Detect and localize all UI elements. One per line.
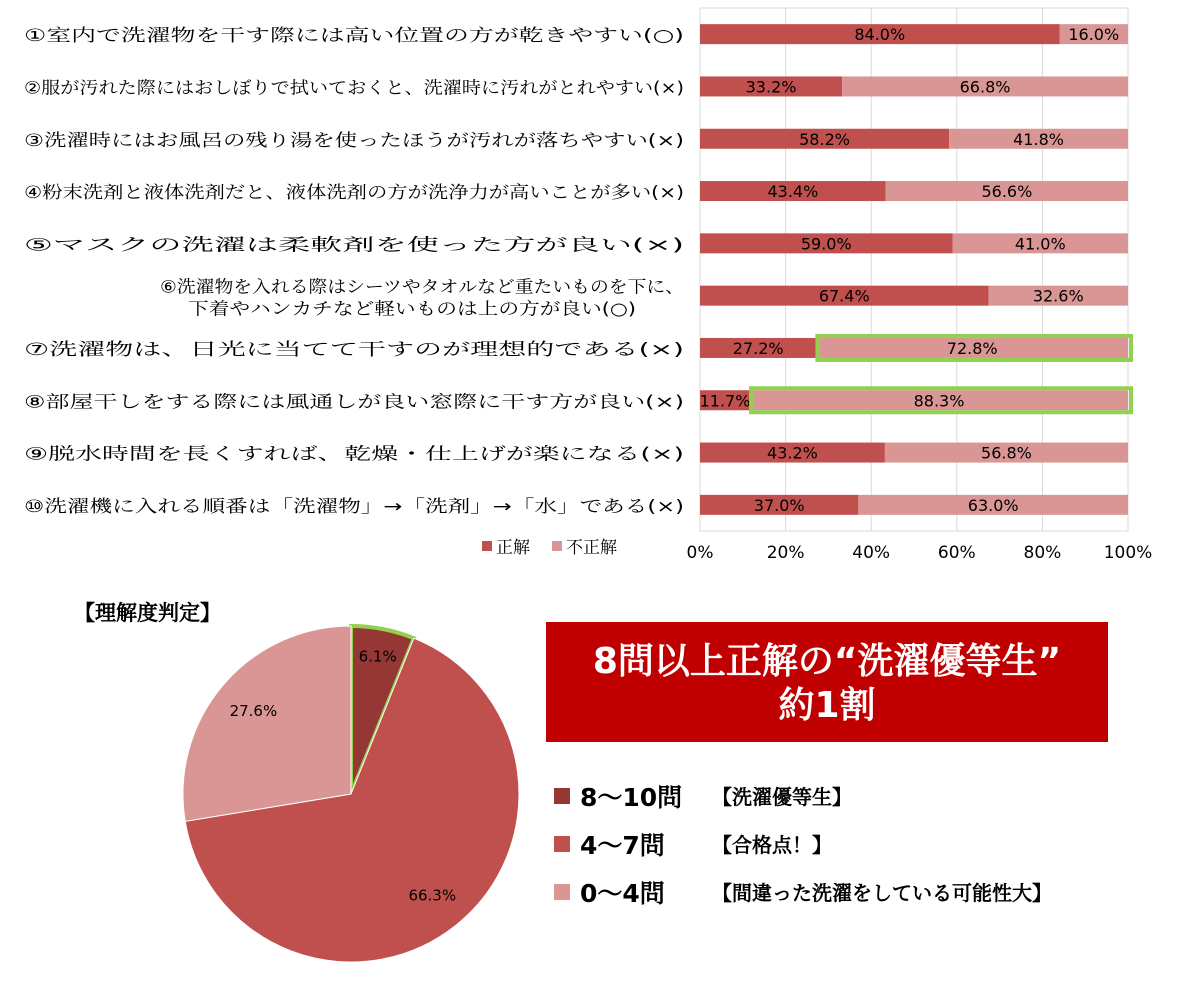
legend-range: 0〜4問: [580, 879, 665, 908]
category-label: ④粉末洗剤と液体洗剤だと、液体洗剤の方が洗浄力が高いことが多い(×): [24, 183, 684, 204]
category-label: ⑧部屋干しをする際には風通しが良い窓際に干す方が良い(×): [24, 392, 684, 413]
x-tick-label: 0%: [686, 543, 714, 563]
x-tick-label: 100%: [1103, 543, 1153, 563]
banner-headline: 8問以上正解の“洗濯優等生”: [592, 641, 1062, 682]
data-label: 58.2%: [799, 129, 850, 149]
data-label: 32.6%: [1032, 286, 1084, 306]
result-banner: [546, 622, 1108, 742]
pie-chart-title: 【理解度判定】: [74, 601, 221, 625]
legend-swatch: [482, 541, 492, 551]
category-label: ①室内で洗濯物を干す際には高い位置の方が乾きやすい(○): [24, 26, 684, 47]
data-label: 37.0%: [753, 495, 805, 515]
data-label: 63.0%: [967, 495, 1019, 515]
legend-label: 正解: [496, 538, 530, 558]
data-label: 66.8%: [959, 77, 1011, 97]
pie-chart: [0, 590, 540, 990]
data-label: 11.7%: [699, 391, 751, 411]
x-tick-label: 60%: [937, 543, 976, 563]
data-label: 33.2%: [745, 77, 797, 97]
data-label: 16.0%: [1068, 25, 1120, 45]
data-label: 56.8%: [981, 443, 1032, 463]
pie-data-label: 27.6%: [229, 702, 278, 721]
legend-category: 【洗濯優等生】: [712, 785, 852, 809]
category-label: ⑨脱水時間を長くすれば、乾燥・仕上げが楽になる(×): [24, 444, 684, 465]
category-label: ⑤マスクの洗濯は柔軟剤を使った方が良い(×): [24, 235, 684, 256]
x-tick-label: 80%: [1023, 543, 1062, 563]
legend-swatch-low: [554, 884, 570, 900]
category-label: ⑦洗濯物は、日光に当てて干すのが理想的である(×): [24, 339, 684, 360]
category-label: ②服が汚れた際にはおしぼりで拭いておくと、洗濯時に汚れがとれやすい(×): [24, 78, 684, 99]
data-label: 43.2%: [767, 443, 818, 463]
category-label: ⑩洗濯機に入れる順番は「洗濯物」→「洗剤」→「水」である(×): [24, 496, 684, 517]
legend-category: 【間違った洗濯をしている可能性大】: [712, 881, 1052, 905]
data-label: 41.8%: [1013, 129, 1064, 149]
data-label: 72.8%: [946, 338, 998, 358]
category-label: 下着やハンカチなど軽いものは上の方が良い(○): [188, 299, 636, 320]
data-label: 88.3%: [913, 391, 965, 411]
category-label: ⑥洗濯物を入れる際はシーツやタオルなど重たいものを下に、: [160, 277, 684, 298]
data-label: 56.6%: [981, 182, 1033, 202]
banner-subline: 約1割: [778, 685, 876, 726]
legend-range: 4〜7問: [580, 831, 665, 860]
legend-category: 【合格点！】: [712, 833, 832, 857]
data-label: 59.0%: [800, 234, 852, 254]
legend-swatch-pass: [554, 836, 570, 852]
legend-range: 8〜10問: [580, 783, 683, 812]
legend-swatch: [552, 541, 562, 551]
data-label: 41.0%: [1014, 234, 1066, 254]
data-label: 43.4%: [767, 182, 819, 202]
x-tick-label: 20%: [766, 543, 805, 563]
data-label: 27.2%: [732, 338, 784, 358]
pie-data-label: 6.1%: [358, 647, 397, 666]
category-label: ③洗濯時にはお風呂の残り湯を使ったほうが汚れが落ちやすい(×): [24, 130, 684, 151]
pie-slice: [183, 626, 351, 821]
data-label: 84.0%: [854, 25, 906, 45]
data-label: 67.4%: [818, 286, 870, 306]
x-tick-label: 40%: [852, 543, 891, 563]
legend-swatch-top: [554, 788, 570, 804]
pie-data-label: 66.3%: [408, 886, 457, 905]
legend-label: 不正解: [566, 538, 617, 558]
